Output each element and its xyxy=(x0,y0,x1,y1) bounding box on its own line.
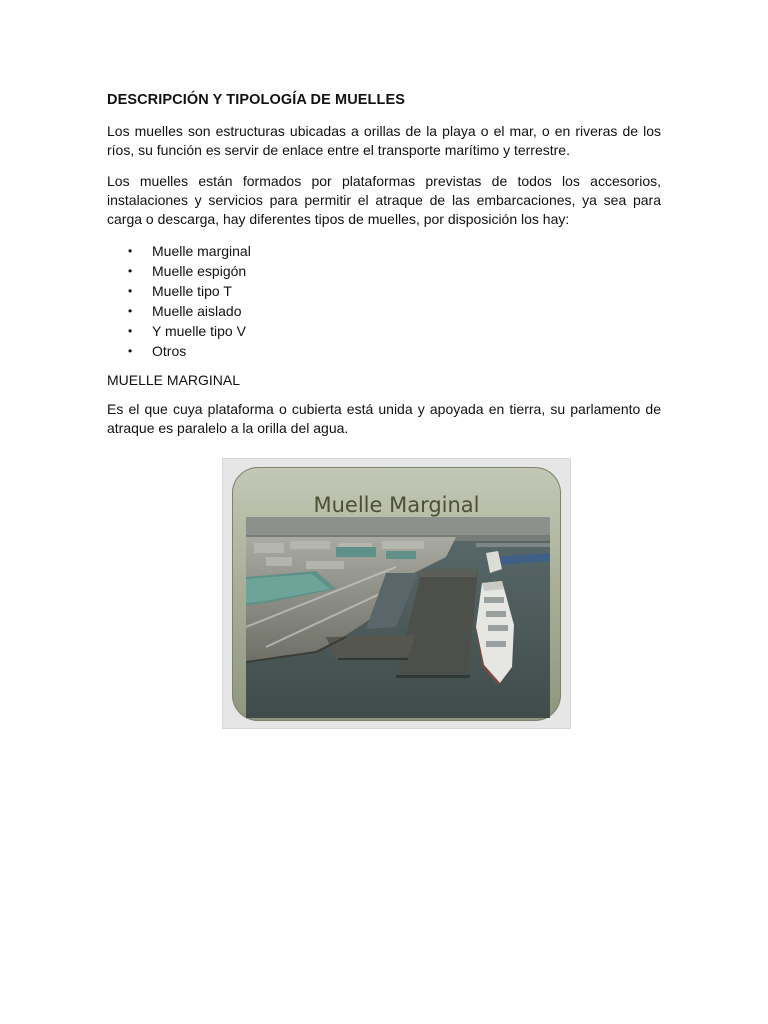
bullet-icon: • xyxy=(128,344,133,358)
port-aerial-photo xyxy=(246,517,550,718)
bullet-icon: • xyxy=(128,264,133,278)
list-item-label: Y muelle tipo V xyxy=(152,323,246,339)
bullet-icon: • xyxy=(128,244,133,258)
document-title: DESCRIPCIÓN Y TIPOLOGÍA DE MUELLES xyxy=(107,92,406,108)
list-item-label: Otros xyxy=(152,343,187,359)
paragraph-marginal: Es el que cuya plataforma o cubierta está unida y apoyada en tierra, su parlamento de atraque es paralelo a la orilla del agua. xyxy=(107,401,661,436)
list-item-label: Muelle espigón xyxy=(152,263,247,279)
bullet-icon: • xyxy=(128,284,133,298)
document-body xyxy=(107,92,661,450)
paragraph-intro: Los muelles son estructuras ubicadas a orillas de la playa o el mar, o en riveras de los ríos, su función es servir de enlace entre el transporte marítimo y terrestre. xyxy=(107,123,661,158)
list-item-label: Muelle tipo T xyxy=(152,283,232,299)
list-item-label: Muelle marginal xyxy=(152,243,251,259)
bullet-icon: • xyxy=(128,324,133,338)
list-item xyxy=(128,241,661,261)
bullet-icon: • xyxy=(128,304,133,318)
section-heading: MUELLE MARGINAL xyxy=(107,372,241,388)
list-item xyxy=(128,321,661,341)
list-item xyxy=(128,301,661,321)
list-item xyxy=(128,281,661,301)
pier-types-list xyxy=(107,241,661,361)
figure-title: Muelle Marginal xyxy=(313,493,480,517)
paragraph-platforms: Los muelles están formados por plataformas previstas de todos los accesorios, instalaciones y servicios para permitir el atraque de las embarcaciones, ya sea para carga o descarga, hay diferentes tipos de muelles, por disposición los hay: xyxy=(107,173,661,227)
list-item-label: Muelle aislado xyxy=(152,303,242,319)
figure-muelle-marginal xyxy=(222,458,571,729)
list-item xyxy=(128,341,661,361)
list-item xyxy=(128,261,661,281)
